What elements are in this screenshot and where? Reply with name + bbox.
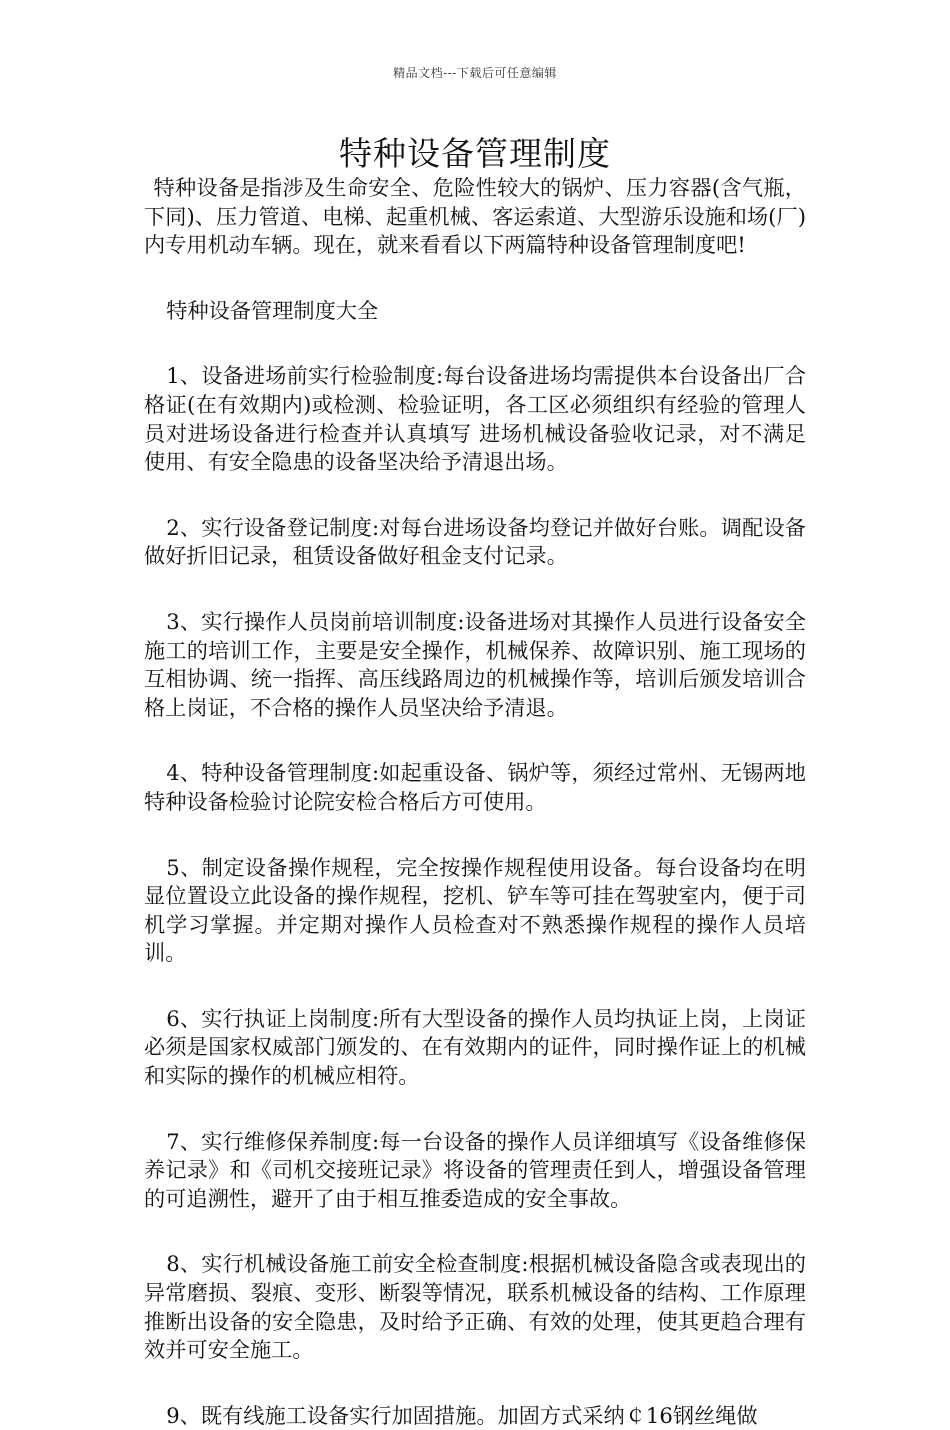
section-heading: 特种设备管理制度大全 [166,297,379,323]
list-item: 3、实行操作人员岗前培训制度:设备进场对其操作人员进行设备安全施工的培训工作，主要是安全操作，机械保养、故障识别、施工现场的互相协调、统一指挥、高压线路周边的机械操作等，培训后颁发培训合格上岗证，不合格的操作人员坚决给予清退。 [144,608,806,720]
list-item: 4、特种设备管理制度:如起重设备、锅炉等，须经过常州、无锡两地特种设备检验讨论院安检合格后方可使用。 [144,760,806,814]
list-item: 9、既有线施工设备实行加固措施。加固方式采纳￠16钢丝绳做 [166,1402,758,1428]
list-item: 1、设备进场前实行检验制度:每台设备进场均需提供本台设备出厂合格证(在有效期内)或检测、检验证明，各工区必须组织有经验的管理人员对进场设备进行检查并认真填写 进场机械设备验收记录，对不满足使用、有安全隐患的设备坚决给予清退出场。 [144,363,806,475]
list-item: 8、实行机械设备施工前安全检查制度:根据机械设备隐含或表现出的异常磨损、裂痕、变形、断裂等情况，联系机械设备的结构、工作原理推断出设备的安全隐患，及时给予正确、有效的处理，使其更趋合理有效并可安全施工。 [144,1251,806,1363]
list-item: 7、实行维修保养制度:每一台设备的操作人员详细填写《设备维修保养记录》和《司机交接班记录》将设备的管理责任到人，增强设备管理的可追溯性，避开了由于相互推委造成的安全事故。 [144,1128,806,1211]
list-item: 2、实行设备登记制度:对每台进场设备均登记并做好台账。调配设备做好折旧记录，租赁设备做好租金支付记录。 [144,514,806,569]
document-body [144,174,806,1430]
list-item: 6、实行执证上岗制度:所有大型设备的操作人员均执证上岗，上岗证必须是国家权威部门颁发的、在有效期内的证件，同时操作证上的机械和实际的操作的机械应相符。 [144,1005,806,1089]
list-item: 5、制定设备操作规程，完全按操作规程使用设备。每台设备均在明显位置设立此设备的操作规程，挖机、铲车等可挂在驾驶室内，便于司机学习掌握。并定期对操作人员检查对不熟悉操作规程的操作人员培训。 [144,854,806,966]
intro-paragraph: 特种设备是指涉及生命安全、危险性较大的锅炉、压力容器(含气瓶，下同)、压力管道、电梯、起重机械、客运索道、大型游乐设施和场(厂)内专用机动车辆。现在，就来看看以下两篇特种设备管理制度吧! [144,175,806,258]
document-title: 特种设备管理制度 [339,134,611,173]
header-note: 精品文档---下载后可任意编辑 [393,66,557,80]
